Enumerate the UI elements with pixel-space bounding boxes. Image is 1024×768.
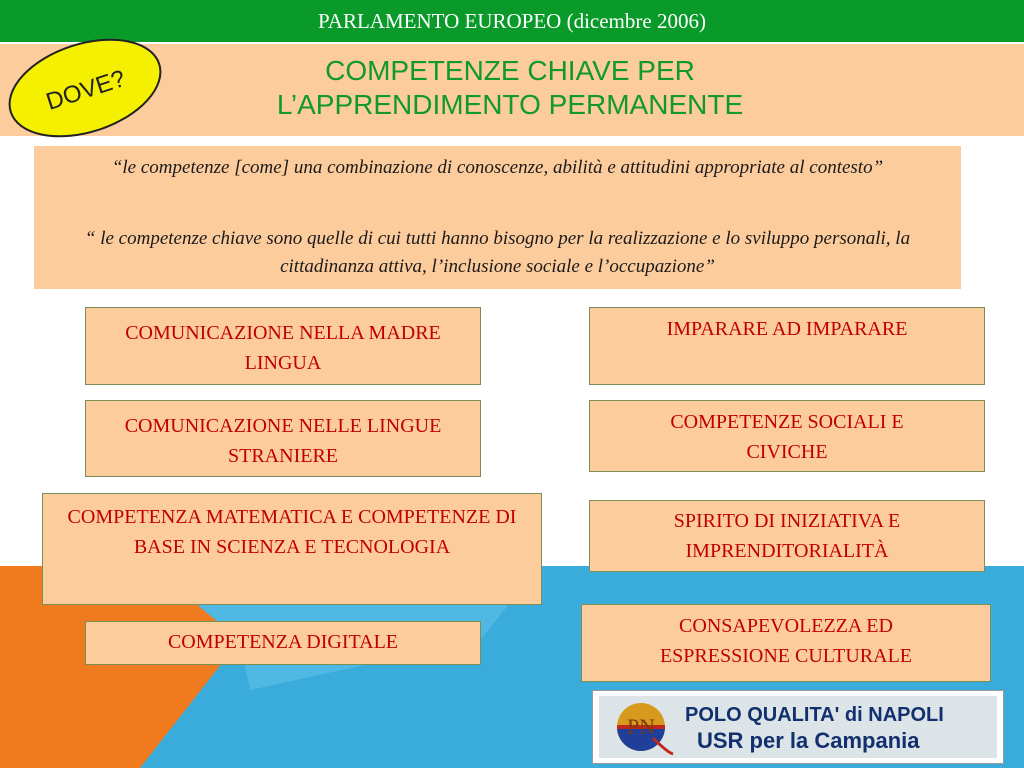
competence-card-3 (42, 493, 542, 605)
competence-card-3-label: COMPETENZA MATEMATICA E COMPETENZE DI BASE IN SCIENZA E TECNOLOGIA (67, 506, 517, 558)
competence-card-4-label: COMPETENZA DIGITALE (167, 631, 399, 653)
competence-card-2-label: COMUNICAZIONE NELLE LINGUE STRANIERE (124, 415, 442, 467)
competence-card-7 (589, 500, 985, 572)
competence-card-8 (581, 604, 991, 682)
definition-quote-1: “le competenze [come] una combinazione di conoscenze, abilità e attitudini appropriate al contesto” (111, 157, 884, 178)
competence-card-1-label: COMUNICAZIONE NELLA MADRE LINGUA (125, 322, 441, 374)
competence-card-8-label: CONSAPEVOLEZZA ED ESPRESSIONE CULTURALE (659, 615, 913, 667)
competence-card-6 (589, 400, 985, 472)
logo-line-2: USR per la Campania (697, 728, 920, 753)
definition-quote-box (34, 146, 961, 289)
page-title (140, 54, 880, 122)
page-title-line2: L’APPRENDIMENTO PERMANENTE (276, 89, 744, 120)
logo-emblem-letters: PN (626, 714, 656, 739)
logo-emblem-icon (607, 696, 677, 758)
page-title-line1: COMPETENZE CHIAVE PER (325, 55, 695, 86)
definition-quote-2: “ le competenze chiave sono quelle di cui tutti hanno bisogno per la realizzazione e lo sviluppo personali, la cittadinanza attiva, l’inclusione sociale e l’occupazione” (84, 228, 911, 277)
dove-badge-label: DOVE? (42, 64, 129, 116)
logo-line-1: POLO QUALITA' di NAPOLI (685, 704, 944, 726)
competence-card-5-label: IMPARARE AD IMPARARE (666, 318, 908, 340)
competence-card-5 (589, 307, 985, 385)
competence-card-6-label: COMPETENZE SOCIALI E CIVICHE (670, 411, 904, 463)
top-bar (0, 0, 1024, 42)
competence-card-7-label: SPIRITO DI INIZIATIVA E IMPRENDITORIALITÀ (673, 510, 901, 562)
logo-panel (599, 696, 997, 758)
top-bar-title: PARLAMENTO EUROPEO (dicembre 2006) (318, 9, 706, 33)
competence-card-2 (85, 400, 481, 477)
competence-card-4 (85, 621, 481, 665)
polo-qualita-logo (592, 690, 1004, 764)
competence-card-1 (85, 307, 481, 385)
